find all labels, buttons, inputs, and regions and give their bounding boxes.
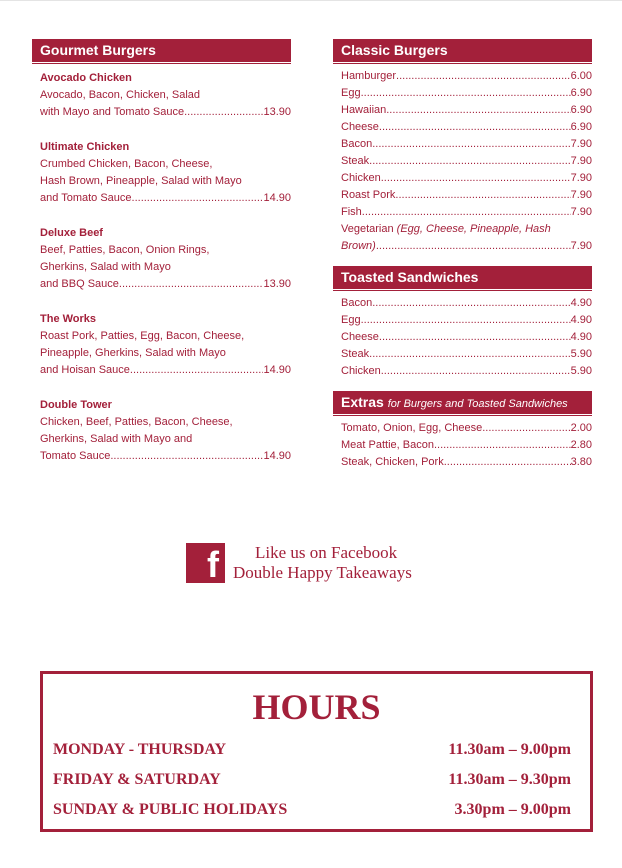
facebook-icon[interactable] xyxy=(186,543,225,583)
dot-leader xyxy=(362,204,571,221)
dot-leader xyxy=(361,312,571,329)
menu-item-price: 7.90 xyxy=(570,138,592,150)
menu-item-description: with Mayo and Tomato Sauce xyxy=(40,106,185,118)
menu-line xyxy=(333,119,592,136)
toasted-sandwiches-section xyxy=(333,266,592,380)
menu-item-price: 2.80 xyxy=(570,439,592,451)
menu-item-description: Beef, Patties, Bacon, Onion Rings, xyxy=(40,244,210,256)
hours-time: 3.30pm – 9.00pm xyxy=(454,801,571,818)
hours-row xyxy=(43,735,590,765)
dot-leader xyxy=(130,362,264,379)
hours-days: MONDAY - THURSDAY xyxy=(53,741,227,758)
menu-item-description: Gherkins, Salad with Mayo xyxy=(40,261,171,273)
menu-item-name: Steak xyxy=(341,155,370,167)
menu-item-price: 7.90 xyxy=(570,155,592,167)
menu-item-name: Bacon xyxy=(341,297,373,309)
menu-item-price-line xyxy=(32,190,291,207)
menu-item-description: (Egg, Cheese, Pineapple, Hash xyxy=(396,223,551,235)
menu-item-price: 13.90 xyxy=(263,278,291,290)
menu-line xyxy=(333,102,592,119)
menu-item-name: Hamburger xyxy=(341,70,397,82)
menu-item-price: 4.90 xyxy=(570,297,592,309)
hours-time: 11.30am – 9.00pm xyxy=(448,741,571,758)
dot-leader xyxy=(444,454,571,471)
menu-item-description: Hash Brown, Pineapple, Salad with Mayo xyxy=(40,175,242,187)
menu-item-price: 6.90 xyxy=(570,121,592,133)
hours-row xyxy=(43,765,590,795)
menu-line xyxy=(333,68,592,85)
facebook-text xyxy=(233,543,412,583)
menu-item-name: Egg xyxy=(341,87,361,99)
menu-item-name: Meat Pattie, Bacon xyxy=(341,439,434,451)
menu-item-price: 3.80 xyxy=(570,456,592,468)
menu-line xyxy=(333,170,592,187)
menu-item-price: 6.00 xyxy=(570,70,592,82)
dot-leader xyxy=(482,420,570,437)
menu-item-price: 7.90 xyxy=(570,189,592,201)
menu-line xyxy=(333,329,592,346)
dot-leader xyxy=(369,346,570,363)
menu-item-price: 7.90 xyxy=(570,240,592,252)
toasted-sandwiches-header: Toasted Sandwiches xyxy=(333,266,592,289)
extras-section xyxy=(333,391,592,471)
menu-item-price: 6.90 xyxy=(570,104,592,116)
menu-item-name: Avocado Chicken xyxy=(40,72,132,84)
menu-item-description: and Hoisan Sauce xyxy=(40,364,130,376)
dot-leader xyxy=(132,190,264,207)
menu-item-price-line xyxy=(32,362,291,379)
menu-line xyxy=(333,204,592,221)
header-rule xyxy=(32,63,291,64)
menu-item-description: Crumbed Chicken, Bacon, Cheese, xyxy=(40,158,213,170)
facebook-line-2: Double Happy Takeaways xyxy=(233,563,412,582)
dot-leader xyxy=(369,153,570,170)
menu-item-description: Tomato Sauce xyxy=(40,450,111,462)
dot-leader xyxy=(381,363,571,380)
menu-item-description: and Tomato Sauce xyxy=(40,192,132,204)
hours-time: 11.30am – 9.30pm xyxy=(448,771,571,788)
menu-item xyxy=(32,225,291,293)
menu-item-price: 7.90 xyxy=(570,206,592,218)
menu-item xyxy=(32,139,291,207)
menu-item-price: 14.90 xyxy=(263,364,291,376)
menu-item-description: Roast Pork, Patties, Egg, Bacon, Cheese, xyxy=(40,330,245,342)
menu-item-price-line xyxy=(32,104,291,121)
menu-line xyxy=(333,221,592,238)
menu-item-description: Brown) xyxy=(341,240,376,252)
dot-leader xyxy=(119,276,264,293)
menu-line xyxy=(333,238,592,255)
menu-item-name: Steak xyxy=(341,348,370,360)
menu-item-name: Bacon xyxy=(341,138,373,150)
hours-days: SUNDAY & PUBLIC HOLIDAYS xyxy=(53,801,288,818)
menu-item-name: Cheese xyxy=(341,121,379,133)
menu-item-name: Double Tower xyxy=(40,399,112,411)
dot-leader xyxy=(396,68,571,85)
menu-item-name: Tomato, Onion, Egg, Cheese xyxy=(341,422,483,434)
menu-item-name: Roast Pork xyxy=(341,189,396,201)
menu-line xyxy=(333,295,592,312)
extras-subtitle: for Burgers and Toasted Sandwiches xyxy=(387,398,568,410)
dot-leader xyxy=(110,448,263,465)
dot-leader xyxy=(376,238,571,255)
right-menu-column xyxy=(333,39,592,482)
menu-item xyxy=(32,397,291,465)
menu-item-name: Fish xyxy=(341,206,362,218)
extras-header xyxy=(333,391,592,414)
menu-line xyxy=(333,437,592,454)
top-divider xyxy=(0,0,622,1)
header-rule xyxy=(333,63,592,64)
facebook-glyph: f xyxy=(207,544,219,585)
menu-line xyxy=(333,153,592,170)
menu-item-name: The Works xyxy=(40,313,97,325)
menu-line xyxy=(333,85,592,102)
dot-leader xyxy=(361,85,571,102)
menu-item-price: 4.90 xyxy=(570,331,592,343)
hours-row xyxy=(43,795,590,825)
menu-line xyxy=(333,187,592,204)
classic-burgers-section xyxy=(333,39,592,255)
menu-item-description: Chicken, Beef, Patties, Bacon, Cheese, xyxy=(40,416,233,428)
dot-leader xyxy=(372,136,570,153)
dot-leader xyxy=(434,437,571,454)
menu-item-price: 14.90 xyxy=(263,192,291,204)
menu-item-price: 4.90 xyxy=(570,314,592,326)
gourmet-burgers-section xyxy=(32,39,291,483)
facebook-line-1: Like us on Facebook xyxy=(255,543,398,562)
header-rule xyxy=(333,290,592,291)
classic-burgers-header: Classic Burgers xyxy=(333,39,592,62)
dot-leader xyxy=(386,102,570,119)
menu-line xyxy=(333,346,592,363)
menu-item-price: 6.90 xyxy=(570,87,592,99)
header-rule xyxy=(333,415,592,416)
dot-leader xyxy=(395,187,570,204)
hours-days: FRIDAY & SATURDAY xyxy=(53,771,221,788)
dot-leader xyxy=(372,295,570,312)
facebook-promo[interactable] xyxy=(186,543,412,583)
menu-item-price: 14.90 xyxy=(263,450,291,462)
menu-item-description: Pineapple, Gherkins, Salad with Mayo xyxy=(40,347,226,359)
menu-line xyxy=(333,312,592,329)
menu-item-price: 13.90 xyxy=(263,106,291,118)
menu-item-description: Avocado, Bacon, Chicken, Salad xyxy=(40,89,201,101)
menu-item-name: Cheese xyxy=(341,331,379,343)
menu-item-price: 7.90 xyxy=(570,172,592,184)
menu-item-name: Deluxe Beef xyxy=(40,227,103,239)
menu-item-name: Ultimate Chicken xyxy=(40,141,130,153)
menu-line xyxy=(333,420,592,437)
menu-item-name: Hawaiian xyxy=(341,104,387,116)
hours-title: HOURS xyxy=(252,687,381,727)
menu-line xyxy=(333,454,592,471)
menu-item-price: 5.90 xyxy=(570,365,592,377)
hours-box xyxy=(40,671,593,832)
menu-item-name: Vegetarian xyxy=(341,223,394,235)
menu-item-name: Chicken xyxy=(341,365,381,377)
menu-item-description: and BBQ Sauce xyxy=(40,278,119,290)
menu-item-price: 5.90 xyxy=(570,348,592,360)
extras-title: Extras xyxy=(341,394,384,410)
menu-item xyxy=(32,70,291,121)
menu-item-price-line xyxy=(32,276,291,293)
dot-leader xyxy=(184,104,263,121)
menu-item-name: Chicken xyxy=(341,172,381,184)
menu-item-description: Gherkins, Salad with Mayo and xyxy=(40,433,193,445)
menu-item-price: 2.00 xyxy=(570,422,592,434)
menu-item-name: Steak, Chicken, Pork xyxy=(341,456,444,468)
menu-line xyxy=(333,363,592,380)
menu-item xyxy=(32,311,291,379)
menu-item-price-line xyxy=(32,448,291,465)
dot-leader xyxy=(379,119,571,136)
menu-item-name: Egg xyxy=(341,314,361,326)
gourmet-burgers-header: Gourmet Burgers xyxy=(32,39,291,62)
dot-leader xyxy=(381,170,571,187)
dot-leader xyxy=(379,329,571,346)
menu-line xyxy=(333,136,592,153)
